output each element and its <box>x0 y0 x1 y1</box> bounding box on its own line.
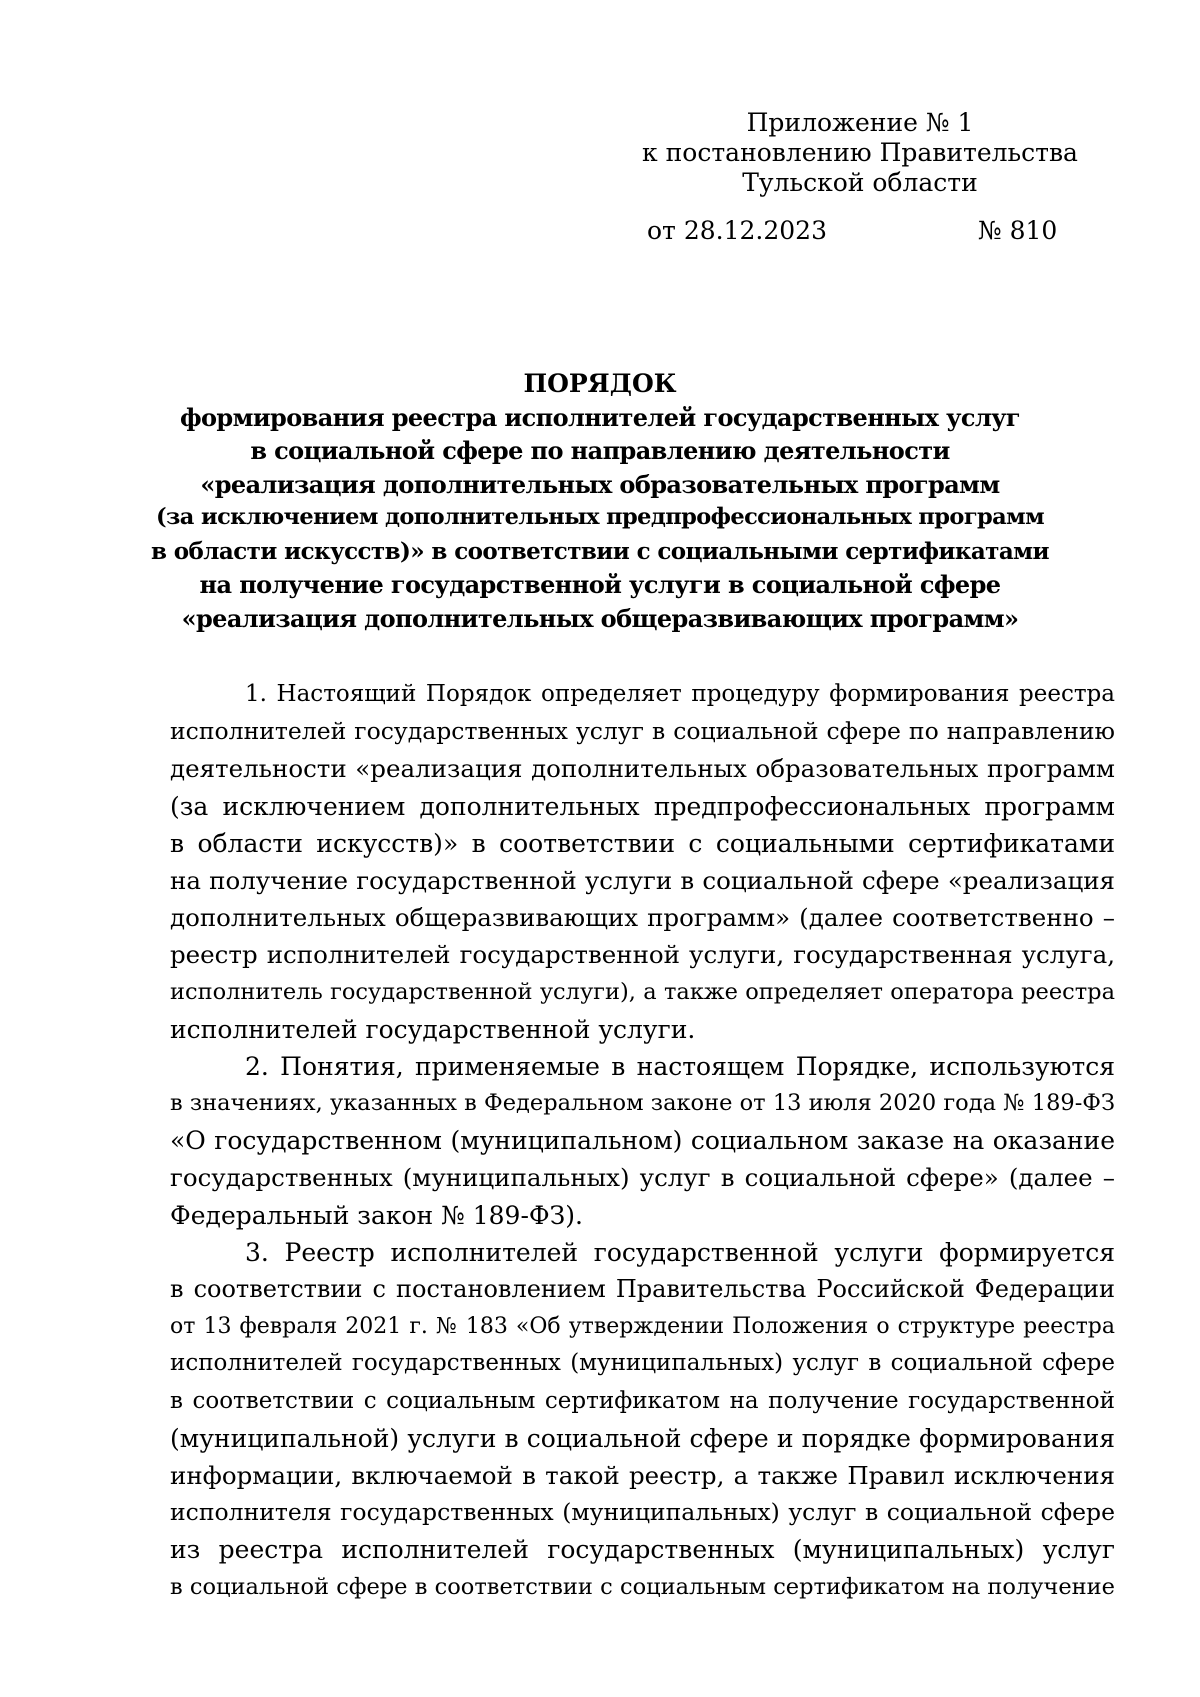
paragraph-line: в соответствии с постановлением Правительства Российской Федерации <box>170 1275 1115 1303</box>
document-title-block <box>150 367 1050 635</box>
paragraph-line: (за исключением дополнительных предпрофессиональных программ <box>170 791 1115 821</box>
paragraph-line: реестр исполнителей государственной услуги, государственная услуга, <box>170 940 1115 970</box>
paragraph-line: 2. Понятия, применяемые в настоящем Порядке, используются <box>245 1051 1115 1081</box>
title-line: «реализация дополнительных образовательных программ <box>200 469 1000 499</box>
paragraph-line: в соответствии с социальным сертификатом на получение государственной <box>170 1387 1115 1414</box>
paragraph-3 <box>170 1234 1115 1606</box>
appendix-line: Приложение № 1 <box>746 108 974 137</box>
title-line: в области искусств)» в соответствии с социальными сертификатами <box>151 537 1049 565</box>
paragraph-line: исполнителей государственной услуги. <box>170 1014 696 1044</box>
document-number: № 810 <box>978 216 1058 245</box>
paragraph-line: государственных (муниципальных) услуг в социальной сфере» (далее – <box>170 1163 1115 1193</box>
paragraph-2 <box>170 1048 1115 1234</box>
paragraph-line: 1. Настоящий Порядок определяет процедуру формирования реестра <box>245 681 1115 707</box>
paragraph-line: от 13 февраля 2021 г. № 183 «Об утверждении Положения о структуре реестра <box>170 1314 1115 1340</box>
paragraph-line: «О государственном (муниципальном) социальном заказе на оказание <box>170 1126 1115 1156</box>
paragraph-line: 3. Реестр исполнителей государственной услуги формируется <box>245 1237 1115 1267</box>
paragraph-1 <box>170 676 1115 1048</box>
title-line: формирования реестра исполнителей государственных услуг <box>179 402 1021 432</box>
paragraph-line: исполнителей государственных услуг в социальной сфере по направлению <box>170 717 1115 746</box>
title-line: (за исключением дополнительных предпрофессиональных программ <box>155 504 1045 530</box>
title-line: в социальной сфере по направлению деятельности <box>250 436 950 465</box>
title-line: «реализация дополнительных общеразвивающих программ» <box>181 603 1019 633</box>
paragraph-line: дополнительных общеразвивающих программ» (далее соответственно – <box>170 903 1115 933</box>
title-line: на получение государственной услуги в социальной сфере <box>199 570 1001 599</box>
paragraph-line: на получение государственной услуги в социальной сфере «реализация <box>170 865 1115 895</box>
paragraph-line: в значениях, указанных в Федеральном законе от 13 июля 2020 года № 189-ФЗ <box>170 1090 1115 1117</box>
document-body <box>170 676 1115 1606</box>
paragraph-line: в области искусств)» в соответствии с социальными сертификатами <box>170 828 1115 858</box>
appendix-line: к постановлению Правительства <box>642 138 1078 167</box>
paragraph-line: исполнителей государственных (муниципальных) услуг в социальной сфере <box>170 1350 1115 1377</box>
paragraph-line: исполнитель государственной услуги), а также определяет оператора реестра <box>170 978 1115 1005</box>
appendix-stamp <box>600 108 1120 198</box>
appendix-line: Тульской области <box>742 168 978 197</box>
document-title: ПОРЯДОК <box>523 369 677 398</box>
document-date: от 28.12.2023 <box>647 216 827 245</box>
paragraph-line: в социальной сфере в соответствии с социальным сертификатом на получение <box>170 1573 1115 1600</box>
paragraph-line: исполнителя государственных (муниципальных) услуг в социальной сфере <box>170 1498 1115 1527</box>
paragraph-line: (муниципальной) услуги в социальной сфере и порядке формирования <box>170 1423 1115 1453</box>
paragraph-line: информации, включаемой в такой реестр, а также Правил исключения <box>170 1460 1115 1490</box>
paragraph-line: Федеральный закон № 189-ФЗ). <box>170 1200 583 1230</box>
paragraph-line: из реестра исполнителей государственных (муниципальных) услуг <box>170 1535 1115 1565</box>
paragraph-line: деятельности «реализация дополнительных образовательных программ <box>170 754 1115 784</box>
